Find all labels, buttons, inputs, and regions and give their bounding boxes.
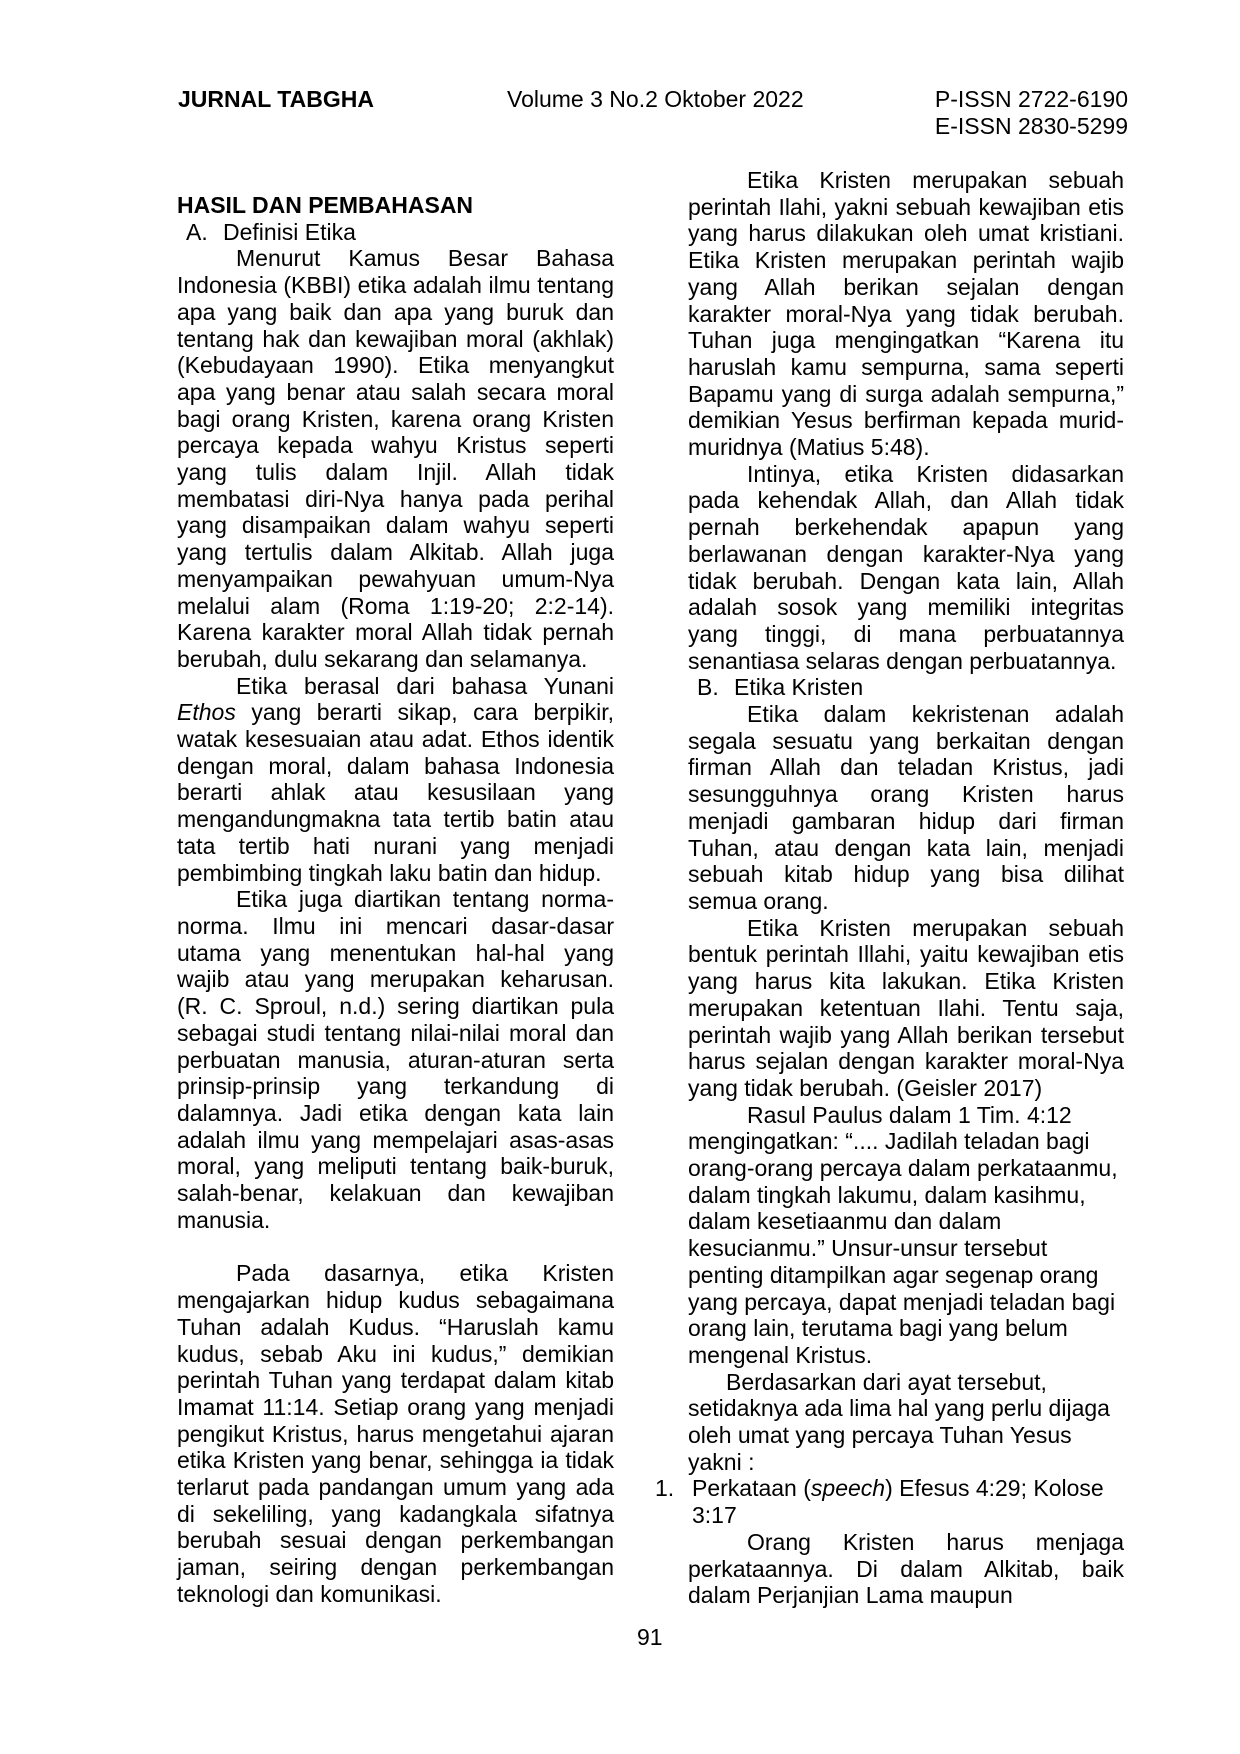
subsection-label: A. [186,218,208,245]
text-run: Orang Kristen harus menjaga perkataannya. Di dalam Alkitab, baik dalam Perjanjian Lama maupun [688,1528,1124,1609]
text-run: Etika dalam kekristenan adalah segala sesuatu yang berkaitan dengan firman Allah dan teladan Kristus, jadi sesungguhnya orang Kristen harus menjadi gambaran hidup dari firman Tuhan, atau dengan kata lain, menjadi sebuah kitab hidup yang bisa dilihat semua orang. [688,701,1124,914]
subsection-heading [177,219,614,246]
text-run: Pada dasarnya, etika Kristen mengajarkan hidup kudus sebagaimana Tuhan adalah Kudus. “Haruslah kamu kudus, sebab Aku ini kudus,” demikian perintah Tuhan yang terdapat dalam kitab Imamat 11:14. Setiap orang yang menjadi pengikut Kristus, harus mengetahui ajaran etika Kristen yang benar, sehingga ia tidak terlarut pada pandangan umum yang ada di sekeliling, yang kadangkala sifatnya berubah sesuai dengan perkembangan jaman, seiring dengan perkembangan teknologi dan komunikasi. [177,1260,614,1607]
paragraph [177,1260,614,1607]
paragraph [177,673,614,887]
paragraph [688,167,1124,461]
italic-text: Ethos [177,699,236,726]
text-run: Etika Kristen merupakan sebuah bentuk perintah Illahi, yaitu kewajiban etis yang harus kita lakukan. Etika Kristen merupakan ketentuan Ilahi. Tentu saja, perintah wajib yang Allah berikan tersebut harus sejalan dengan karakter moral-Nya yang tidak berubah. (Geisler 2017) [688,914,1124,1101]
journal-title: JURNAL TABGHA [178,86,374,112]
text-run: yang berarti sikap, cara berpikir, watak kesesuaian atau adat. Ethos identik dengan moral, dalam bahasa Indonesia berarti ahlak atau kesusilaan yang mengandungmakna tata tertib batin atau tata tertib hati nurani yang menjadi pembimbing tingkah laku batin dan hidup. [177,699,614,886]
volume-info: Volume 3 No.2 Oktober 2022 [507,86,804,112]
numbered-list-item [655,1475,1124,1529]
subsection-label: B. [697,674,719,701]
subsection-title: Definisi Etika [223,218,356,245]
text-run: Menurut Kamus Besar Bahasa Indonesia (KBBI) etika adalah ilmu tentang apa yang baik dan apa yang buruk dan tentang hak dan kewajiban moral (akhlak) (Kebudayaan 1990). Etika menyangkut apa yang benar atau salah secara moral bagi orang Kristen, karena orang Kristen percaya kepada wahyu Kristus seperti yang tulis dalam Injil. Allah tidak membatasi diri-Nya hanya pada perihal yang disampaikan dalam wahyu seperti yang tertulis dalam Alkitab. Allah juga menyampaikan pewahyuan umum-Nya melalui alam (Roma 1:19-20; 2:2-14). Karena karakter moral Allah tidak pernah berubah, dulu sekarang dan selamanya. [177,245,614,672]
paragraph [688,461,1124,675]
list-item-number: 1. [655,1475,675,1502]
left-column [177,192,614,1608]
paragraph [688,1529,1124,1609]
text-run: Intinya, etika Kristen didasarkan pada kehendak Allah, dan Allah tidak pernah berkehendak apapun yang berlawanan dengan karakter-Nya yang tidak berubah. Dengan kata lain, Allah adalah sosok yang memiliki integritas yang tinggi, di mana perbuatannya senantiasa selaras dengan perbuatannya. [688,460,1124,674]
paragraph [177,245,614,672]
paragraph [688,915,1124,1102]
section-heading: HASIL DAN PEMBAHASAN [177,192,474,218]
text-run: Perkataan ( [692,1475,811,1502]
text-run: Rasul Paulus dalam 1 Tim. 4:12 mengingatkan: “.... Jadilah teladan bagi orang-orang percaya dalam perkataanmu, dalam tingkah lakumu, dalam kasihmu, dalam kesetiaanmu dan dalam kesucianmu.” Unsur-unsur tersebut penting ditampilkan agar segenap orang yang percaya, dapat menjadi teladan bagi orang lain, terutama bagi yang belum mengenal Kristus. [688,1101,1118,1368]
subsection-heading [688,674,1124,701]
paragraph-spacer [177,1233,614,1260]
text-run: Etika berasal dari bahasa Yunani [236,672,614,699]
p-issn: P-ISSN 2722-6190 [934,86,1128,112]
e-issn: E-ISSN 2830-5299 [934,113,1128,139]
list-item-text [692,1475,1104,1528]
paragraph [688,1102,1124,1369]
subsection-title: Etika Kristen [734,674,864,701]
text-run: ) Efesus 4:29; Kolose 3:17 [692,1475,1104,1529]
page-number: 91 [637,1624,663,1650]
text-run: Berdasarkan dari ayat tersebut, setidaknya ada lima hal yang perlu dijaga oleh umat yang percaya Tuhan Yesus yakni : [688,1368,1110,1475]
paragraph [688,701,1124,915]
issn-block [935,86,1128,140]
italic-text: speech [810,1475,886,1502]
text-run: Etika Kristen merupakan sebuah perintah Ilahi, yakni sebuah kewajiban etis yang harus dilakukan oleh umat kristiani. Etika Kristen merupakan perintah wajib yang Allah berikan sejalan dengan karakter moral-Nya yang tidak berubah. Tuhan juga mengingatkan “Karena itu haruslah kamu sempurna, sama seperti Bapamu yang di surga adalah sempurna,” demikian Yesus berfirman kepada murid-muridnya (Matius 5:48). [688,167,1124,461]
right-column [655,167,1124,1609]
text-run: Etika juga diartikan tentang norma-norma. Ilmu ini mencari dasar-dasar utama yang menentukan hal-hal yang wajib atau yang merupakan keharusan. (R. C. Sproul, n.d.) sering diartikan pula sebagai studi tentang nilai-nilai moral dan perbuatan manusia, aturan-aturan serta prinsip-prinsip yang terkandung di dalamnya. Jadi etika dengan kata lain adalah ilmu yang mempelajari asas-asas moral, yang meliputi tentang baik-buruk, salah-benar, kelakuan dan kewajiban manusia. [177,886,614,1233]
paragraph [688,1369,1124,1476]
paragraph [177,886,614,1233]
